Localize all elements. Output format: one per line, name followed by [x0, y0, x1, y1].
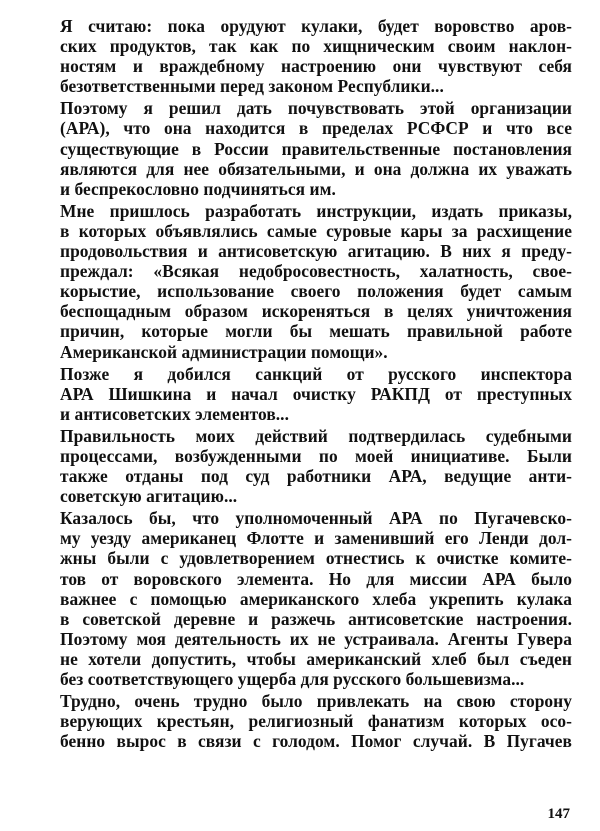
text-line: продовольствия и антисоветскую агитацию. В них я преду-	[60, 241, 572, 262]
text-line: существующие в России правительственные постановления	[60, 138, 572, 159]
text-line: (АРА), что она находится в пределах РСФСР и что все	[60, 118, 572, 139]
text-line: и беспрекословно подчиняться им.	[60, 178, 336, 199]
text-line: жны были с удовлетворением отнестись к очистке комите-	[60, 548, 572, 569]
text-line: му уезду американец Флотте и заменивший его Ленди дол-	[60, 528, 572, 549]
text-line: Позже я добился санкций от русского инспектора	[60, 363, 572, 384]
text-body	[30, 16, 572, 751]
text-line: Американской администрации помощи».	[60, 341, 388, 362]
text-line: преждал: «Всякая недобросовестность, халатность, свое-	[60, 261, 572, 282]
text-line: процессами, возбужденными по моей инициативе. Были	[60, 445, 572, 466]
text-line: Казалось бы, что уполномоченный АРА по Пугачевско-	[60, 508, 572, 529]
paragraph	[30, 201, 572, 362]
text-line: являются для нее обязательными, и она должна их уважать	[60, 158, 572, 179]
text-line: Поэтому моя деятельность их не устраивала. Агенты Гувера	[60, 628, 572, 649]
paragraph	[30, 16, 572, 96]
text-line: важнее с помощью американского хлеба укрепить кулака	[60, 588, 572, 609]
text-line: не хотели допустить, чтобы американский хлеб был съеден	[60, 648, 572, 669]
text-line: Поэтому я решил дать почувствовать этой организации	[60, 98, 572, 119]
text-line: Трудно, очень трудно было привлекать на свою сторону	[60, 691, 572, 712]
text-line: также отданы под суд работники АРА, ведущие анти-	[60, 466, 572, 487]
text-line: верующих крестьян, религиозный фанатизм которых осо-	[60, 711, 572, 732]
paragraph	[30, 691, 572, 751]
paragraph	[30, 364, 572, 424]
text-line: бенно вырос в связи с голодом. Помог случай. В Пугачев	[60, 731, 572, 752]
text-line: советскую агитацию...	[60, 486, 238, 507]
text-line: Правильность моих действий подтвердилась судебными	[60, 425, 572, 446]
paragraph	[30, 98, 572, 198]
text-line: АРА Шишкина и начал очистку РАКПД от преступных	[60, 383, 572, 404]
text-line: беспощадным образом искореняться в целях уничтожения	[60, 301, 572, 322]
text-line: причин, которые могли бы мешать правильной работе	[60, 321, 572, 342]
text-line: без соответствующего ущерба для русского большевизма...	[60, 669, 525, 689]
text-line: в советской деревне и разжечь антисоветские настроения.	[60, 608, 572, 629]
text-line: в которых объявлялись самые суровые кары за расхищение	[60, 220, 572, 241]
text-line: и антисоветских элементов...	[60, 403, 289, 424]
paragraph	[30, 426, 572, 506]
text-line: тов от воровского элемента. Но для миссии АРА было	[60, 568, 572, 589]
text-line: Мне пришлось разработать инструкции, издать приказы,	[60, 200, 572, 221]
paragraph	[30, 508, 572, 689]
page-number: 147	[547, 806, 570, 822]
text-line: ностям и враждебному настроению они чувствуют себя	[60, 56, 572, 77]
text-line: Я считаю: пока орудуют кулаки, будет воровство аров-	[60, 16, 572, 36]
text-line: ских продуктов, так как по хищническим своим наклон-	[60, 36, 572, 57]
text-line: безответственными перед законом Республики...	[60, 76, 444, 97]
text-line: корыстие, использование своего положения будет самым	[60, 281, 572, 302]
